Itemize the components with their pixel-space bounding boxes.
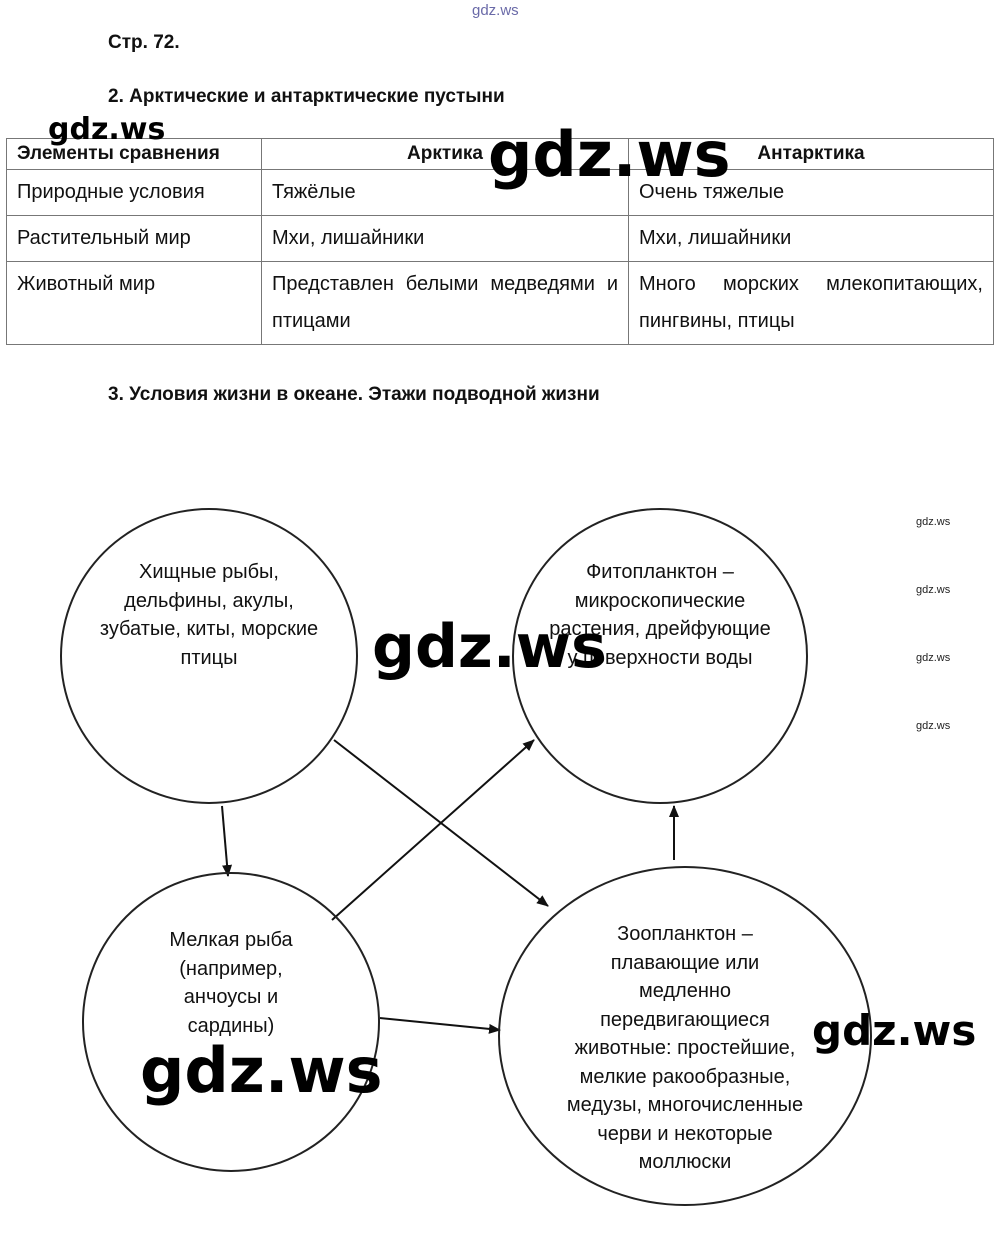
arrow-small-fish-to-phytoplankton — [332, 740, 534, 920]
node-phytoplankton-text: Фитопланктон – микроскопические растения, дрейфующие у поверхности воды — [549, 561, 771, 669]
section-2-heading: 2. Арктические и антарктические пустыни — [108, 86, 505, 107]
section-3-heading: 3. Условия жизни в океане. Этажи подводной жизни — [108, 384, 600, 405]
watermark-tiny: gdz.ws — [916, 584, 951, 596]
node-small-fish-text: Мелкая рыба (например, анчоусы и сардины) — [169, 929, 293, 1037]
cell-antarctic: Очень тяжелые — [629, 170, 994, 216]
cell-label: Растительный мир — [7, 216, 262, 262]
page-number: Стр. 72. — [108, 32, 180, 53]
watermark-tiny: gdz.ws — [916, 516, 951, 528]
header-elements: Элементы сравнения — [7, 139, 262, 170]
cell-arctic: Тяжёлые — [262, 170, 629, 216]
watermark-tiny: gdz.ws — [916, 652, 951, 664]
watermark: gdz.ws — [48, 112, 166, 147]
watermark: gdz.ws — [140, 1034, 383, 1107]
node-small-fish — [82, 872, 380, 1172]
node-zooplankton-text: Зоопланктон – плавающие или медленно передвигающиеся животные: простейшие, мелкие ракообразные, медузы, многочисленные черви и некоторые моллюски — [566, 923, 804, 1173]
header-antarctic: Антарктика — [629, 139, 994, 170]
watermark-top: gdz.ws — [472, 2, 519, 19]
watermark: gdz.ws — [372, 612, 607, 682]
watermark: gdz.ws — [488, 118, 731, 191]
cell-antarctic: Мхи, лишайники — [629, 216, 994, 262]
arrow-small-fish-to-zooplankton — [380, 1018, 500, 1030]
cell-antarctic: Много морских млекопитающих, пингвины, птицы — [629, 262, 994, 345]
cell-arctic: Мхи, лишайники — [262, 216, 629, 262]
node-predators — [60, 508, 358, 804]
cell-arctic: Представлен белыми медведями и птицами — [262, 262, 629, 345]
cell-label: Природные условия — [7, 170, 262, 216]
watermark-tiny: gdz.ws — [916, 720, 951, 732]
watermark: gdz.ws — [812, 1006, 977, 1055]
arrow-predators-to-small-fish — [222, 806, 228, 876]
cell-label: Животный мир — [7, 262, 262, 345]
node-predators-text: Хищные рыбы, дельфины, акулы, зубатые, киты, морские птицы — [99, 561, 319, 669]
header-arctic: Арктика — [262, 139, 629, 170]
